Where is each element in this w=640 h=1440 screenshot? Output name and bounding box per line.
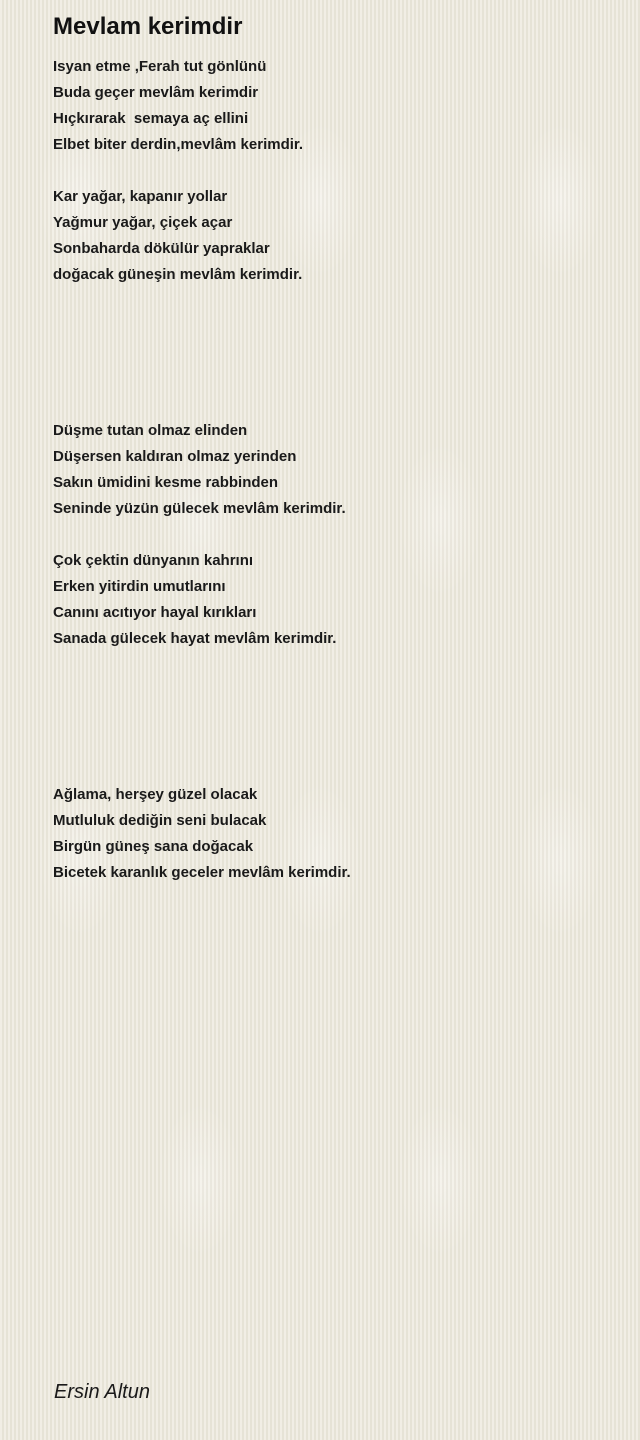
stanza	[53, 782, 613, 886]
poem-line: Mutluluk dediğin seni bulacak	[53, 812, 267, 829]
poem-line: Düşersen kaldıran olmaz yerinden	[53, 448, 297, 465]
stanza-gap	[53, 652, 613, 782]
poem-line: Buda geçer mevlâm kerimdir	[53, 84, 259, 101]
stanza	[53, 54, 613, 158]
poem-line: Isyan etme ,Ferah tut gönlünü	[53, 58, 267, 75]
poem-line: Seninde yüzün gülecek mevlâm kerimdir.	[53, 500, 346, 517]
poem-line: Sonbaharda dökülür yapraklar	[53, 240, 270, 257]
poem-line: Yağmur yağar, çiçek açar	[53, 214, 233, 231]
poem-line: Ağlama, herşey güzel olacak	[53, 786, 258, 803]
stanza	[53, 418, 613, 522]
poem-line: Hıçkırarak semaya aç ellini	[53, 110, 249, 127]
stanza	[53, 184, 613, 288]
poem-line: Birgün güneş sana doğacak	[53, 838, 254, 855]
stanza-gap	[53, 522, 613, 548]
poem-line: Canını acıtıyor hayal kırıkları	[53, 604, 257, 621]
poem-line: Kar yağar, kapanır yollar	[53, 188, 228, 205]
poem-line: Sanada gülecek hayat mevlâm kerimdir.	[53, 630, 337, 647]
poem-author: Ersin Altun	[54, 1381, 150, 1403]
poem-line: Çok çektin dünyanın kahrını	[53, 552, 254, 569]
poem-body	[53, 54, 613, 886]
poem-title: Mevlam kerimdir	[53, 13, 243, 40]
stanza	[53, 548, 613, 652]
poem-line: Erken yitirdin umutlarını	[53, 578, 226, 595]
stanza-gap	[53, 288, 613, 418]
poem-line: Düşme tutan olmaz elinden	[53, 422, 248, 439]
poem-line: Elbet biter derdin,mevlâm kerimdir.	[53, 136, 304, 153]
stanza-gap	[53, 158, 613, 184]
poem-line: doğacak güneşin mevlâm kerimdir.	[53, 266, 303, 283]
poem-line: Bicetek karanlık geceler mevlâm kerimdir.	[53, 864, 351, 881]
poem-line: Sakın ümidini kesme rabbinden	[53, 474, 279, 491]
